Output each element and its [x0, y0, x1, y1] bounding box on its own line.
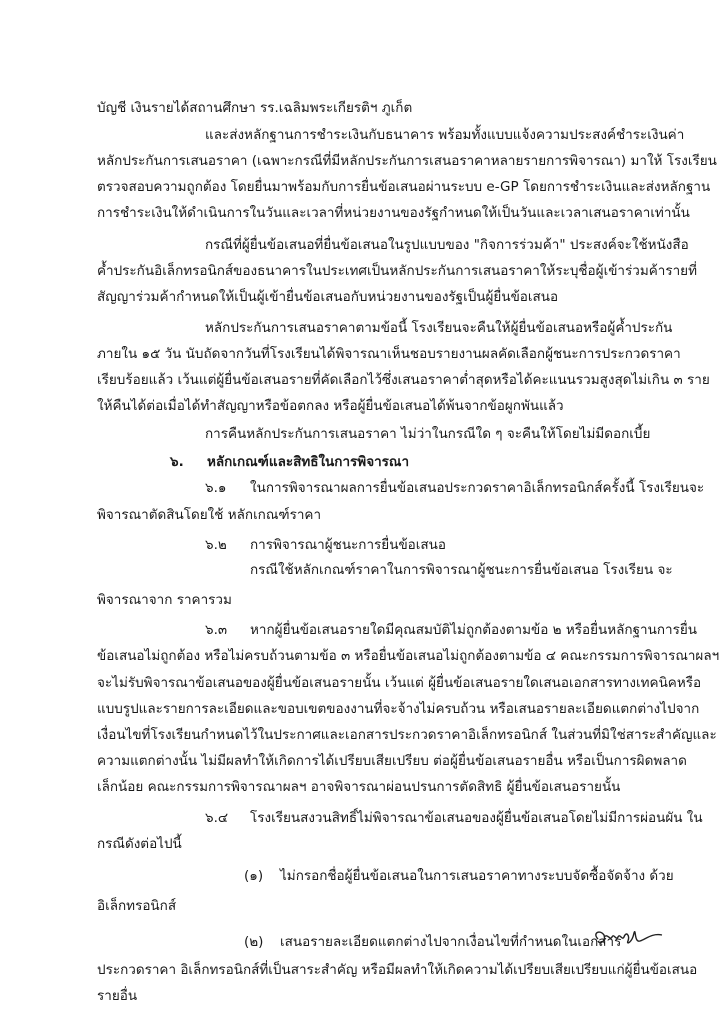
- text-line: ในการพิจารณาผลการยื่นข้อเสนอประกวดราคาอิเล็กทรอนิกส์ครั้งนี้ โรงเรียนจะ: [250, 480, 705, 496]
- text-line: ภายใน ๑๕ วัน นับถัดจากวันที่โรงเรียนได้พิจารณาเห็นชอบรายงานผลคัดเลือกผู้ชนะการประกวดราคา: [97, 346, 681, 362]
- text-line: เรียบร้อยแล้ว เว้นแต่ผู้ยื่นข้อเสนอรายที่คัดเลือกไว้ซึ่งเสนอราคาต่ำสุดหรือได้คะแนนรวมสูงสุดไม่เกิน ๓ ราย: [97, 372, 710, 388]
- text-line: รายอื่น: [97, 988, 138, 1004]
- text-line: พิจารณาจาก ราคารวม: [97, 592, 232, 608]
- clause-number: ๖.๓: [205, 622, 228, 638]
- clause-number: ๖.๔: [205, 810, 229, 826]
- text-line: การคืนหลักประกันการเสนอราคา ไม่ว่าในกรณีใด ๆ จะคืนให้โดยไม่มีดอกเบี้ย: [205, 426, 651, 442]
- section-title: หลักเกณฑ์และสิทธิในการพิจารณา: [207, 454, 410, 470]
- signature-icon: [590, 925, 665, 955]
- text-line: กรณีใช้หลักเกณฑ์ราคาในการพิจารณาผู้ชนะการยื่นข้อเสนอ โรงเรียน จะ: [250, 562, 673, 578]
- clause-number: ๖.๒: [205, 537, 227, 553]
- text-line: การพิจารณาผู้ชนะการยื่นข้อเสนอ: [250, 537, 446, 553]
- text-line: ข้อเสนอไม่ถูกต้อง หรือไม่ครบถ้วนตามข้อ ๓ หรือยื่นข้อเสนอไม่ถูกต้องตามข้อ ๔ คณะกรรมการพิจารณาผลฯ: [97, 648, 720, 664]
- text-line: อิเล็กทรอนิกส์: [97, 898, 177, 914]
- text-line: เล็กน้อย คณะกรรมการพิจารณาผลฯ อาจพิจารณาผ่อนปรนการตัดสิทธิ ผู้ยื่นข้อเสนอรายนั้น: [97, 779, 621, 795]
- text-line: ให้คืนได้ต่อเมื่อได้ทำสัญญาหรือข้อตกลง หรือผู้ยื่นข้อเสนอได้พ้นจากข้อผูกพันแล้ว: [97, 398, 564, 414]
- text-line: แบบรูปและรายการละเอียดและขอบเขตของงานที่จะจ้างไม่ครบถ้วน หรือเสนอรายละเอียดแตกต่างไปจาก: [97, 701, 700, 717]
- text-line: หากผู้ยื่นข้อเสนอรายใดมีคุณสมบัติไม่ถูกต้องตามข้อ ๒ หรือยื่นหลักฐานการยื่น: [250, 622, 697, 638]
- section-number: ๖.: [170, 454, 184, 470]
- text-line: พิจารณาตัดสินโดยใช้ หลักเกณฑ์ราคา: [97, 507, 322, 523]
- text-line: หลักประกันการเสนอราคา (เฉพาะกรณีที่มีหลักประกันการเสนอราคาหลายรายการพิจารณา) มาให้ โรงเรียน: [97, 153, 717, 169]
- text-line: เสนอรายละเอียดแตกต่างไปจากเงื่อนไขที่กำหนดในเอกสาร: [280, 934, 622, 950]
- text-line: สัญญาร่วมค้ากำหนดให้เป็นผู้เข้ายื่นข้อเสนอกับหน่วยงานของรัฐเป็นผู้ยื่นข้อเสนอ: [97, 289, 559, 305]
- text-line: กรณีดังต่อไปนี้: [97, 836, 182, 852]
- text-line: บัญชี เงินรายได้สถานศึกษา รร.เฉลิมพระเกียรติฯ ภูเก็ต: [97, 100, 413, 116]
- text-line: หลักประกันการเสนอราคาตามข้อนี้ โรงเรียนจะคืนให้ผู้ยื่นข้อเสนอหรือผู้ค้ำประกัน: [205, 320, 673, 336]
- item-number: (๒): [244, 934, 264, 950]
- text-line: กรณีที่ผู้ยื่นข้อเสนอที่ยื่นข้อเสนอในรูปแบบของ "กิจการร่วมค้า" ประสงค์จะใช้หนังสือ: [205, 237, 689, 253]
- text-line: ประกวดราคา อิเล็กทรอนิกส์ที่เป็นสาระสำคัญ หรือมีผลทำให้เกิดความได้เปรียบเสียเปรียบแก่ผู้ยื่นข้อเสนอ: [97, 962, 698, 978]
- text-line: การชำระเงินให้ดำเนินการในวันและเวลาที่หน่วยงานของรัฐกำหนดให้เป็นวันและเวลาเสนอราคาเท่านั้น: [97, 205, 690, 221]
- clause-number: ๖.๑: [205, 480, 227, 496]
- item-number: (๑): [244, 868, 264, 884]
- text-line: โรงเรียนสงวนสิทธิ์ไม่พิจารณาข้อเสนอของผู้ยื่นข้อเสนอโดยไม่มีการผ่อนผัน ใน: [250, 810, 703, 826]
- text-line: เงื่อนไขที่โรงเรียนกำหนดไว้ในประกาศและเอกสารประกวดราคาอิเล็กทรอนิกส์ ในส่วนที่มิใช่สาระสำคัญและ: [97, 727, 717, 743]
- text-line: จะไม่รับพิจารณาข้อเสนอของผู้ยื่นข้อเสนอรายนั้น เว้นแต่ ผู้ยื่นข้อเสนอรายใดเสนอเอกสารทางเทคนิคหรือ: [97, 675, 702, 691]
- text-line: และส่งหลักฐานการชำระเงินกับธนาคาร พร้อมทั้งแบบแจ้งความประสงค์ชำระเงินค่า: [205, 127, 685, 143]
- text-line: ไม่กรอกชื่อผู้ยื่นข้อเสนอในการเสนอราคาทางระบบจัดซื้อจัดจ้าง ด้วย: [280, 868, 674, 884]
- text-line: ตรวจสอบความถูกต้อง โดยยื่นมาพร้อมกับการยื่นข้อเสนอผ่านระบบ e-GP โดยการชำระเงินและส่งหลักฐาน: [97, 179, 711, 195]
- text-line: ค้ำประกันอิเล็กทรอนิกส์ของธนาคารในประเทศเป็นหลักประกันการเสนอราคาให้ระบุชื่อผู้เข้าร่วมค้ารายที่: [97, 263, 697, 279]
- text-line: ความแตกต่างนั้น ไม่มีผลทำให้เกิดการได้เปรียบเสียเปรียบ ต่อผู้ยื่นข้อเสนอรายอื่น หรือเป็นการผิดพลาด: [97, 753, 687, 769]
